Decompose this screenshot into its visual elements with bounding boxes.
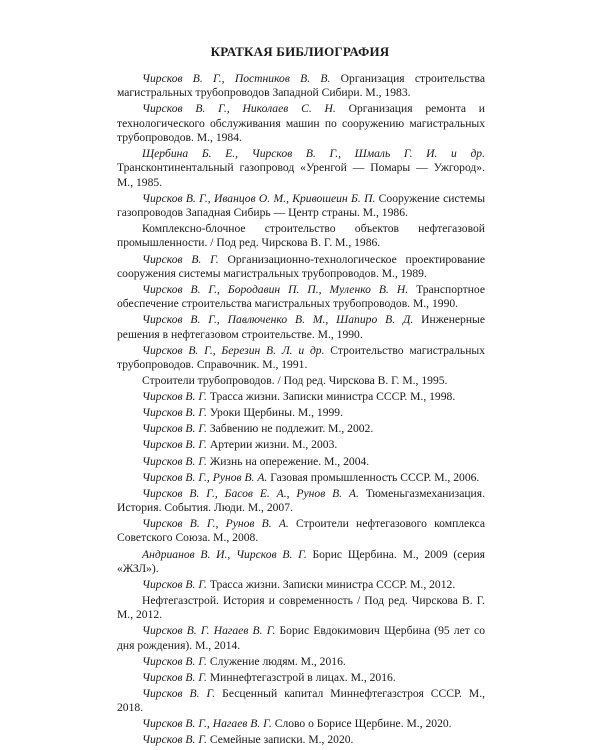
bibliography-entry	[117, 374, 485, 388]
entry-authors: Чирсков В. Г.	[142, 422, 207, 436]
entry-text: Бесценный капитал Миннефтегазстроя СССР. М., 2018.	[117, 687, 486, 715]
entry-text: Комплексно-блочное строительство объектов нефтегазовой промышленности. / Под ред. Чирскова В. Г. М., 1986.	[117, 222, 485, 250]
entry-authors: Чирсков В. Г.	[142, 390, 207, 404]
bibliography-entry	[117, 72, 485, 101]
entry-authors: Чирсков В. Г., Басов Е. А., Рунов В. А.	[142, 486, 359, 500]
bibliography-entry	[117, 102, 485, 145]
entry-authors: Чирсков В. Г.	[142, 670, 207, 684]
bibliography-entry	[117, 313, 485, 342]
entry-text: Строительство магистральных трубопроводов. Справочник. М., 1991.	[117, 343, 485, 372]
entry-text: Артерии жизни. М., 2003.	[206, 438, 338, 452]
bibliography-entry	[117, 687, 485, 716]
entry-authors: Чирсков В. Г.	[142, 406, 207, 420]
bibliography-entry	[117, 517, 485, 546]
entry-authors: Чирсков В. Г.	[142, 654, 207, 668]
entry-authors: Андрианов В. И., Чирсков В. Г.	[142, 547, 307, 561]
bibliography-entry	[117, 655, 485, 669]
entry-authors: Чирсков В. Г., Рунов В. А.	[142, 470, 268, 484]
entry-authors: Щербина Б. Е., Чирсков В. Г., Шмаль Г. И. и др.	[142, 147, 485, 161]
bibliography-entry	[117, 192, 485, 221]
entry-text: Борис Щербина. М., 2009 (серия «ЖЗЛ»).	[117, 547, 485, 575]
entry-authors: Чирсков В. Г., Иванцов О. М., Кривошеин Б. П.	[142, 191, 376, 205]
bibliography-entry	[117, 344, 485, 373]
entry-text: Организационно-технологическое проектирование сооружения системы магистральных трубопроводов. М., 1989.	[117, 252, 486, 280]
bibliography-entry	[117, 671, 485, 685]
entry-authors: Чирсков В. Г.	[142, 577, 207, 591]
entry-text: Сооружение системы газопроводов Западная Сибирь — Центр страны. М., 1986.	[117, 191, 485, 220]
entry-authors: Чирсков В. Г., Нагаев В. Г.	[142, 717, 272, 731]
entry-authors: Чирсков В. Г., Бородавин П. П., Муленко В. Н.	[142, 282, 409, 296]
bibliography-entry	[117, 455, 485, 469]
page-title: КРАТКАЯ БИБЛИОГРАФИЯ	[210, 44, 390, 59]
entry-authors: Чирсков В. Г.	[142, 687, 216, 700]
entry-text: Трасса жизни. Записки министра СССР. М., 1998.	[206, 390, 456, 404]
bibliography-entry	[117, 487, 485, 516]
entry-text: Слово о Борисе Щербине. М., 2020.	[271, 717, 452, 731]
entry-text: Борис Евдокимович Щербина (95 лет со дня рождения). М., 2014.	[117, 624, 485, 652]
entry-authors: Чирсков В. Г., Рунов В. А.	[142, 517, 289, 531]
entry-text: Жизнь на опережение. М., 2004.	[206, 454, 370, 468]
bibliography-entry	[117, 222, 485, 251]
entry-authors: Чирсков В. Г., Постников В. В.	[142, 72, 331, 85]
entry-text: Нефтегазстрой. История и современность / Под ред. Чирскова В. Г. М., 2012.	[117, 594, 485, 622]
bibliography-entry	[117, 253, 485, 282]
entry-text: Забвению не подлежит. М., 2002.	[206, 422, 374, 436]
entry-text: Организация строительства магистральных трубопроводов Западной Сибири. М., 1983.	[117, 72, 485, 100]
entry-text: Строители нефтегазового комплекса Советского Союза. М., 2008.	[117, 517, 485, 545]
bibliography-entry	[117, 594, 485, 623]
bibliography-entry	[117, 578, 485, 592]
entry-authors: Чирсков В. Г., Павлюченко В. М., Шапиро В. Д.	[142, 313, 414, 327]
bibliography-entry	[117, 147, 485, 190]
entry-authors: Чирсков В. Г., Березин В. Л. и др.	[142, 343, 325, 357]
bibliography-entry	[117, 733, 485, 747]
bibliography-entry	[117, 548, 485, 577]
entry-authors: Чирсков В. Г., Николаев С. Н.	[142, 102, 336, 116]
entry-text: Семейные записки. М., 2020.	[206, 733, 354, 747]
entry-authors: Чирсков В. Г.	[142, 438, 207, 452]
entry-text: Инженерные решения в нефтегазовом строительстве. М., 1990.	[117, 313, 485, 341]
entry-text: Организация ремонта и технологического обслуживания машин по сооружению магистральных трубопроводов. М., 1984.	[117, 102, 485, 144]
bibliography-entry	[117, 717, 485, 731]
bibliography-entry	[117, 624, 485, 653]
bibliography-entry	[117, 406, 485, 420]
entry-text: Тюменьгазмеханизация. История. События. Люди. М., 2007.	[117, 486, 485, 515]
entry-authors: Чирсков В. Г.	[142, 454, 207, 468]
entry-authors: Чирсков В. Г.	[142, 733, 207, 747]
entry-text: Трасса жизни. Записки министра СССР. М., 2012.	[206, 577, 456, 591]
entry-text: Миннефтегазстрой в лицах. М., 2016.	[206, 670, 396, 684]
entry-text: Служение людям. М., 2016.	[206, 654, 346, 668]
entry-authors: Чирсков В. Г. Нагаев В. Г.	[142, 624, 276, 638]
bibliography-entry	[117, 438, 485, 452]
bibliography-entry	[117, 422, 485, 436]
entry-text: Уроки Щербины. М., 1999.	[206, 406, 343, 420]
bibliography-entry	[117, 283, 485, 312]
entry-text: Газовая промышленность СССР. М., 2006.	[267, 470, 480, 484]
bibliography-entry	[117, 390, 485, 404]
entry-authors: Чирсков В. Г.	[142, 252, 219, 266]
bibliography-list	[117, 72, 485, 750]
entry-text: Трансконтинентальный газопровод «Уренгой — Помары — Ужгород». М., 1985.	[117, 161, 485, 189]
bibliography-entry	[117, 471, 485, 485]
entry-text: Строители трубопроводов. / Под ред. Чирскова В. Г. М., 1995.	[142, 374, 448, 388]
entry-text: Транспортное обеспечение строительства магистральных трубопроводов. М., 1990.	[117, 282, 486, 311]
